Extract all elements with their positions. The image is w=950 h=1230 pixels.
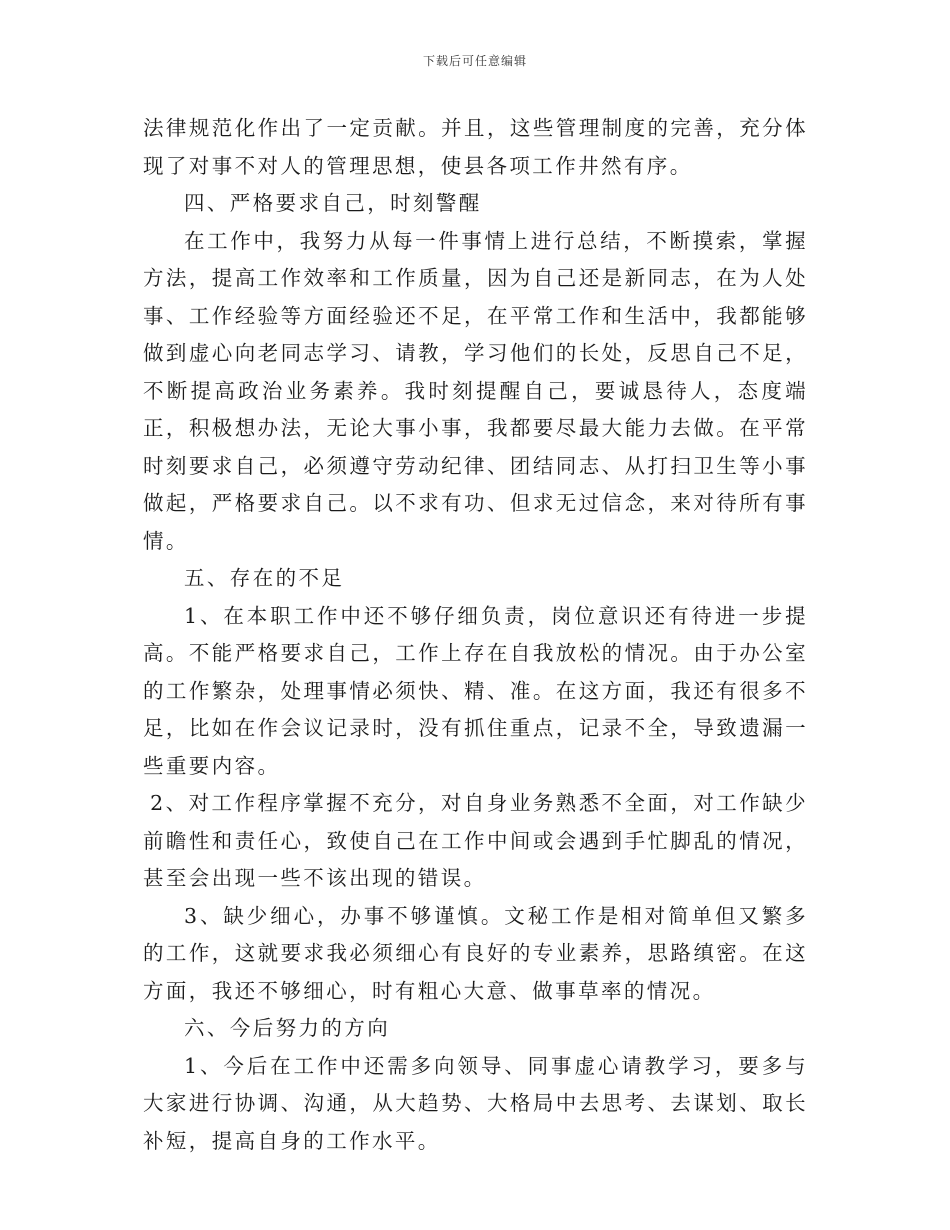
document-body [143, 110, 808, 1160]
paragraph-shortcoming-1: 1、在本职工作中还不够仔细负责，岗位意识还有待进一步提高。不能严格要求自己，工作上存在自我放松的情况。由于办公室的工作繁杂，处理事情必须快、精、准。在这方面，我还有很多不足，比如在作会议记录时，没有抓住重点，记录不全，导致遗漏一些重要内容。 [143, 603, 808, 778]
paragraph-shortcoming-2: 2、对工作程序掌握不充分，对自身业务熟悉不全面，对工作缺少前瞻性和责任心，致使自己在工作中间或会遇到手忙脚乱的情况，甚至会出现一些不该出现的错误。 [143, 791, 808, 890]
paragraph-contribution: 法律规范化作出了一定贡献。并且，这些管理制度的完善，充分体现了对事不对人的管理思想，使县各项工作井然有序。 [143, 116, 808, 178]
paragraph-shortcoming-3: 3、缺少细心，办事不够谨慎。文秘工作是相对简单但又繁多的工作，这就要求我必须细心有良好的专业素养，思路缜密。在这方面，我还不够细心，时有粗心大意、做事草率的情况。 [143, 903, 808, 1003]
section-heading-future: 六、今后努力的方向 [184, 1016, 391, 1040]
paragraph-self-discipline: 在工作中，我努力从每一件事情上进行总结，不断摸索，掌握方法，提高工作效率和工作质量，因为自己还是新同志，在为人处事、工作经验等方面经验还不足，在平常工作和生活中，我都能够做到虚心向老同志学习、请教，学习他们的长处，反思自己不足，不断提高政治业务素养。我时刻提醒自己，要诚恳待人，态度端正，积极想办法，无论大事小事，我都要尽最大能力去做。在平常时刻要求自己，必须遵守劳动纪律、团结同志、从打扫卫生等小事做起，严格要求自己。以不求有功、但求无过信念，来对待所有事情。 [143, 228, 808, 553]
page-header-note: 下载后可任意编辑 [422, 54, 527, 68]
paragraph-future-1: 1、今后在工作中还需多向领导、同事虚心请教学习，要多与大家进行协调、沟通，从大趋势、大格局中去思考、去谋划、取长补短，提高自身的工作水平。 [143, 1053, 808, 1153]
section-heading-self-discipline: 四、严格要求自己，时刻警醒 [184, 191, 482, 215]
section-heading-shortcomings: 五、存在的不足 [184, 566, 345, 590]
